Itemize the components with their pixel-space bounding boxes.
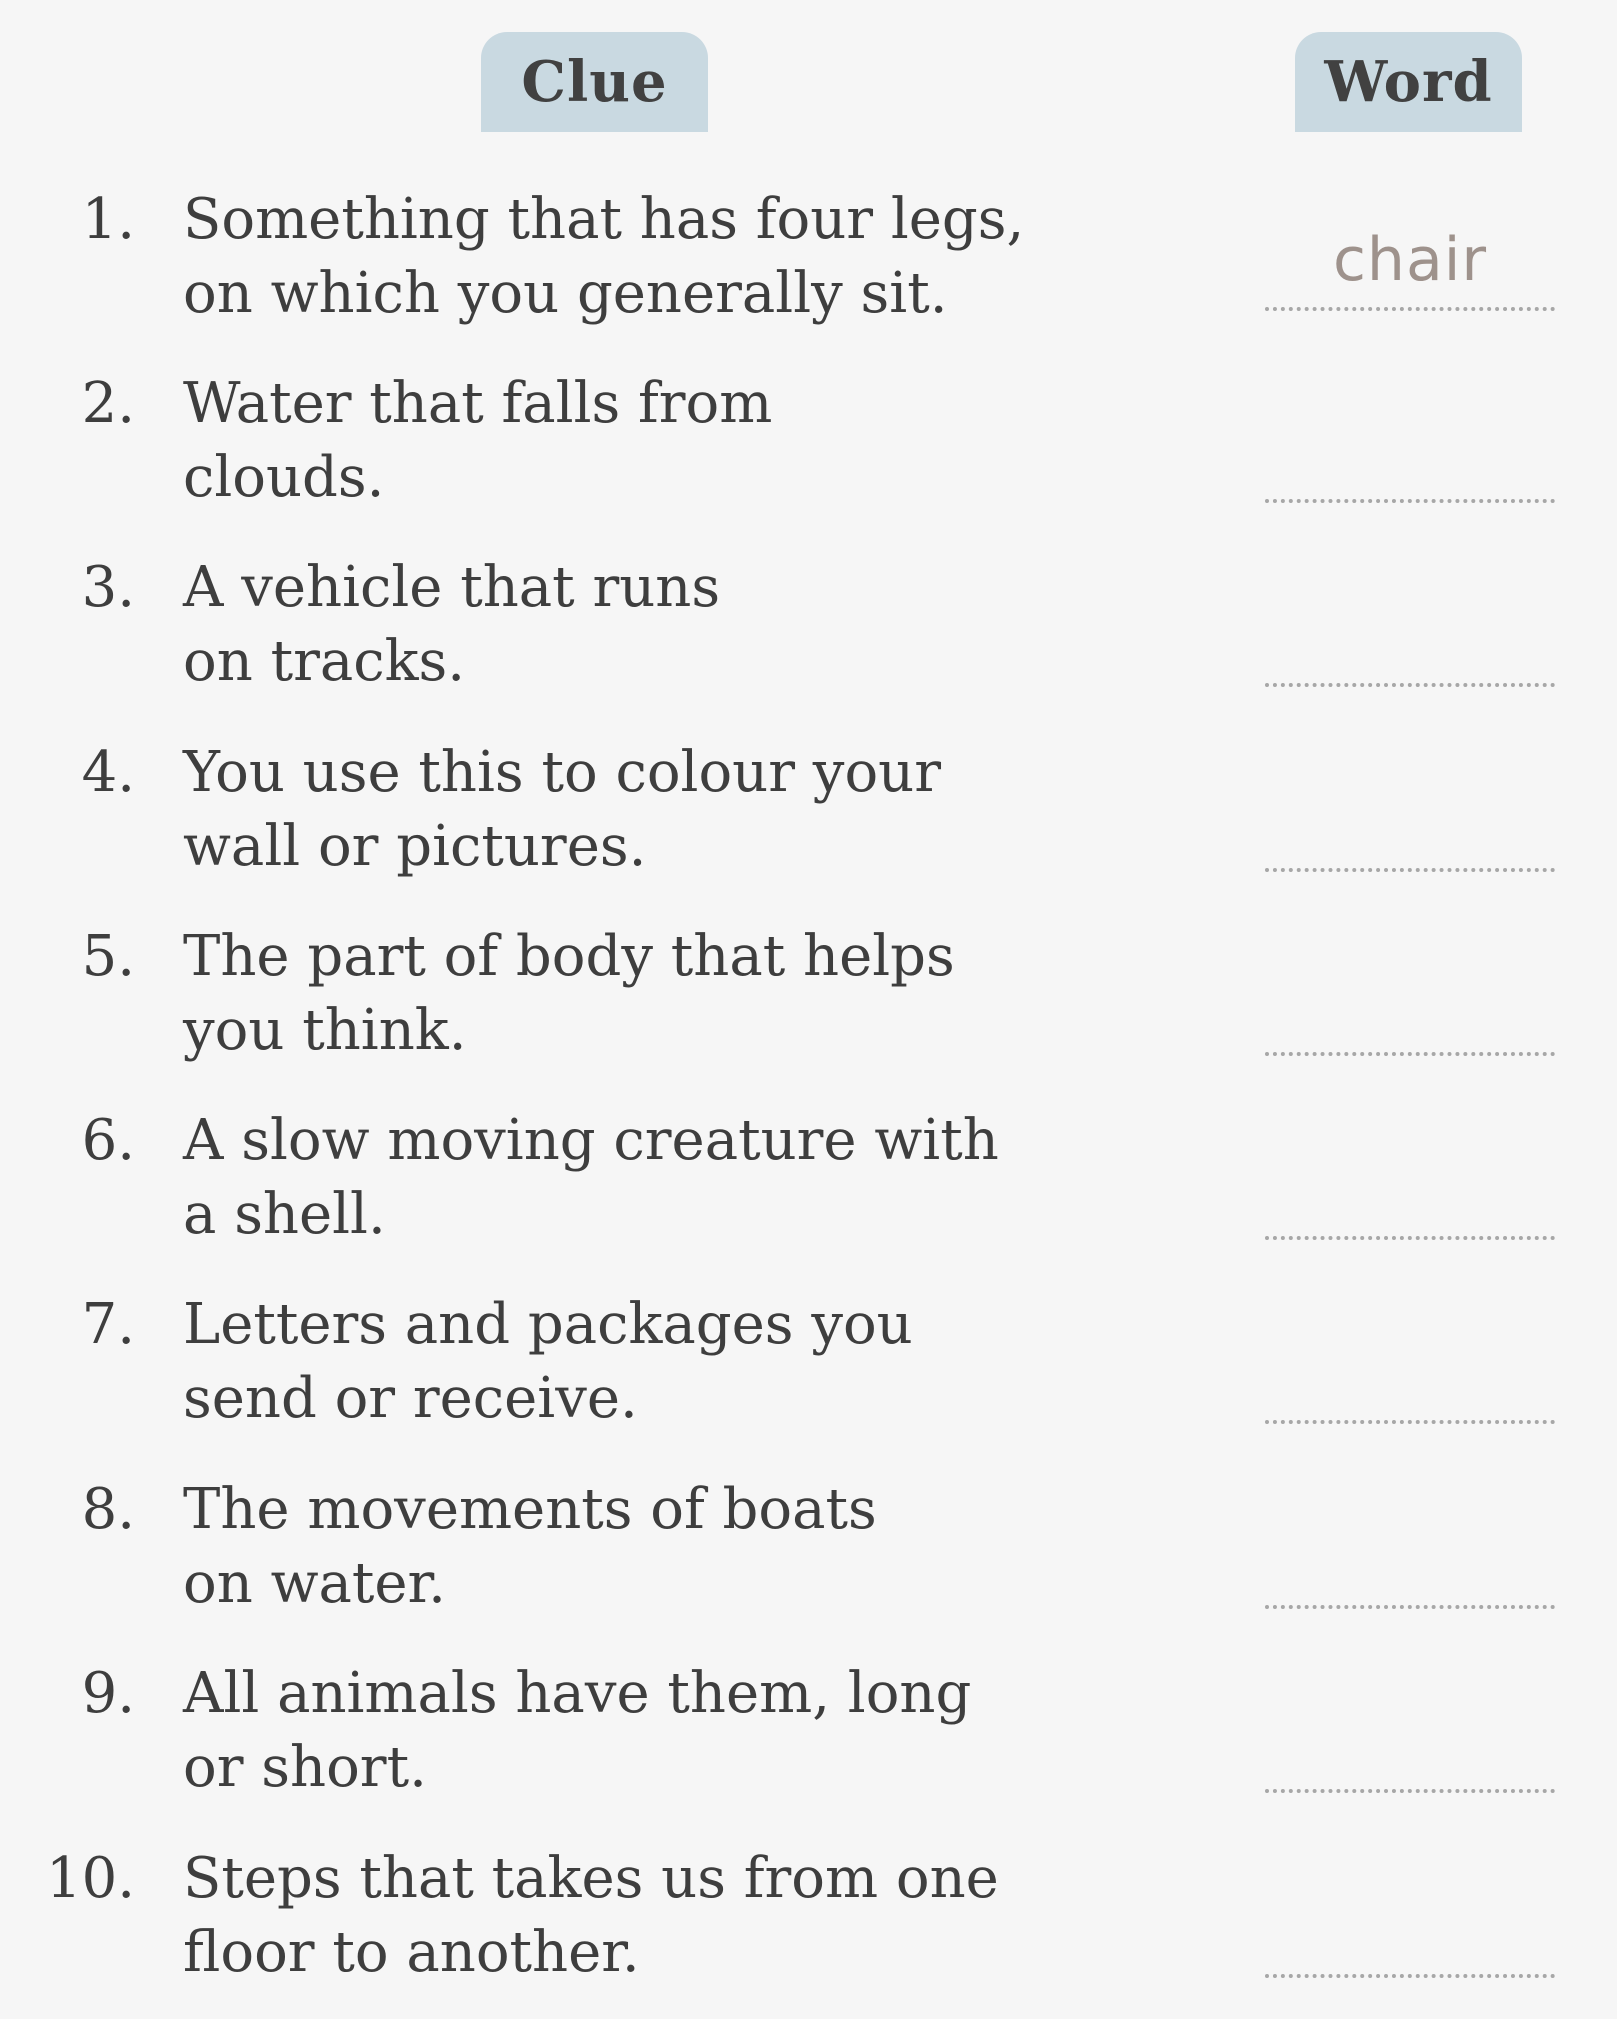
item-number: 9. [81,1661,135,1726]
answer-blank[interactable] [1265,1052,1555,1056]
clue-text [183,1104,1083,1252]
clue-column-header [481,32,708,132]
answer-blank[interactable] [1265,1420,1555,1424]
answer-blank[interactable] [1265,499,1555,503]
clue-line-2: on water. [183,1551,446,1616]
item-number: 6. [81,1108,135,1173]
clue-line-2: clouds. [183,445,385,510]
clue-text [183,1473,1083,1621]
clue-line-1: Steps that takes us from one [183,1846,999,1911]
list-item [0,367,1617,537]
list-item [0,1842,1617,2012]
answer-text: chair [1332,225,1488,295]
clue-line-2: on which you generally sit. [183,261,948,326]
clue-text [183,367,1083,515]
list-item [0,1104,1617,1274]
clue-line-2: send or receive. [183,1366,638,1431]
list-item [0,736,1617,906]
clue-line-2: wall or pictures. [183,814,647,879]
answer-blank[interactable] [1265,307,1555,311]
item-number: 10. [45,1846,135,1911]
item-number: 1. [81,187,135,252]
clue-line-1: A slow moving creature with [183,1108,999,1173]
item-number: 2. [81,371,135,436]
answer-blank[interactable] [1265,1605,1555,1609]
list-item [0,1288,1617,1458]
clue-line-2: a shell. [183,1182,386,1247]
clue-line-2: on tracks. [183,629,466,694]
answer-blank[interactable] [1265,1789,1555,1793]
item-number: 7. [81,1292,135,1357]
answer-blank[interactable] [1265,868,1555,872]
item-number: 5. [81,924,135,989]
clue-text [183,1842,1083,1990]
clue-line-1: A vehicle that runs [183,555,721,620]
answer-blank[interactable] [1265,1236,1555,1240]
clue-text [183,736,1083,884]
clue-line-2: floor to another. [183,1920,640,1985]
clue-text [183,183,1083,331]
list-item [0,920,1617,1090]
clue-line-1: Letters and packages you [183,1292,913,1357]
clue-line-1: The part of body that helps [183,924,955,989]
clue-text [183,551,1083,699]
list-item [0,1473,1617,1643]
item-number: 3. [81,555,135,620]
answer-blank[interactable] [1265,1974,1555,1978]
list-item [0,1657,1617,1827]
clue-text [183,1657,1083,1805]
clue-line-2: or short. [183,1735,427,1800]
clue-line-1: Something that has four legs, [183,187,1025,252]
clue-header-label: Clue [521,49,668,115]
clue-text [183,1288,1083,1436]
clue-line-1: Water that falls from [183,371,773,436]
list-item [0,551,1617,721]
clue-line-2: you think. [183,998,467,1063]
clue-line-1: All animals have them, long [183,1661,972,1726]
word-header-label: Word [1324,49,1493,115]
answer-blank[interactable] [1265,683,1555,687]
list-item [0,183,1617,353]
clue-text [183,920,1083,1068]
item-number: 4. [81,740,135,805]
clue-line-1: You use this to colour your [183,740,941,805]
item-number: 8. [81,1477,135,1542]
word-column-header [1295,32,1522,132]
clue-line-1: The movements of boats [183,1477,877,1542]
